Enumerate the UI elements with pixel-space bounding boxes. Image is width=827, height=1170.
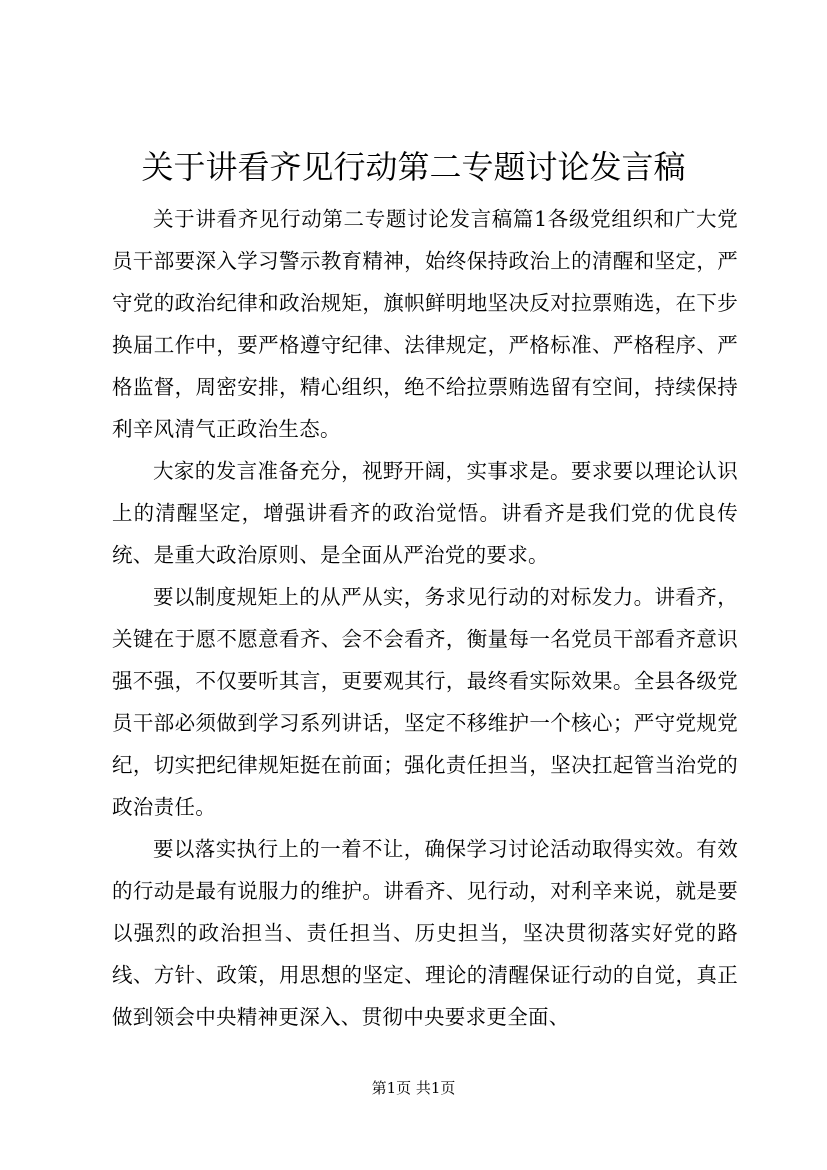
document-title: 关于讲看齐见行动第二专题讨论发言稿 [141,148,686,186]
paragraph-4: 要以落实执行上的一着不让，确保学习讨论活动取得实效。有效的行动是最有说服力的维护。讲看齐、见行动，对利辛来说，就是要以强烈的政治担当、责任担当、历史担当，坚决贯彻落实好党的路线、方针、政策，用思想的坚定、理论的清醒保证行动的自觉，真正做到领会中央精神更深入、贯彻中央要求更全面、 [112,837,738,1029]
paragraph-1: 关于讲看齐见行动第二专题讨论发言稿篇1各级党组织和广大党员干部要深入学习警示教育精神，始终保持政治上的清醒和坚定，严守党的政治纪律和政治规矩，旗帜鲜明地坚决反对拉票贿选，在下步换届工作中，要严格遵守纪律、法律规定，严格标准、严格程序、严格监督，周密安排，精心组织，绝不给拉票贿选留有空间，持续保持利辛风清气正政治生态。 [112,207,738,441]
paragraph-2: 大家的发言准备充分，视野开阔，实事求是。要求要以理论认识上的清醒坚定，增强讲看齐的政治觉悟。讲看齐是我们党的优良传统、是重大政治原则、是全面从严治党的要求。 [112,459,738,567]
document-body [112,198,738,1038]
page-footer: 第1页 共1页 [371,1079,456,1097]
paragraph-3: 要以制度规矩上的从严从实，务求见行动的对标发力。讲看齐，关键在于愿不愿意看齐、会不会看齐，衡量每一名党员干部看齐意识强不强，不仅要听其言，更要观其行，最终看实际效果。全县各级党员干部必须做到学习系列讲话，坚定不移维护一个核心；严守党规党纪，切实把纪律规矩挺在前面；强化责任担当，坚决扛起管当治党的政治责任。 [112,585,738,819]
